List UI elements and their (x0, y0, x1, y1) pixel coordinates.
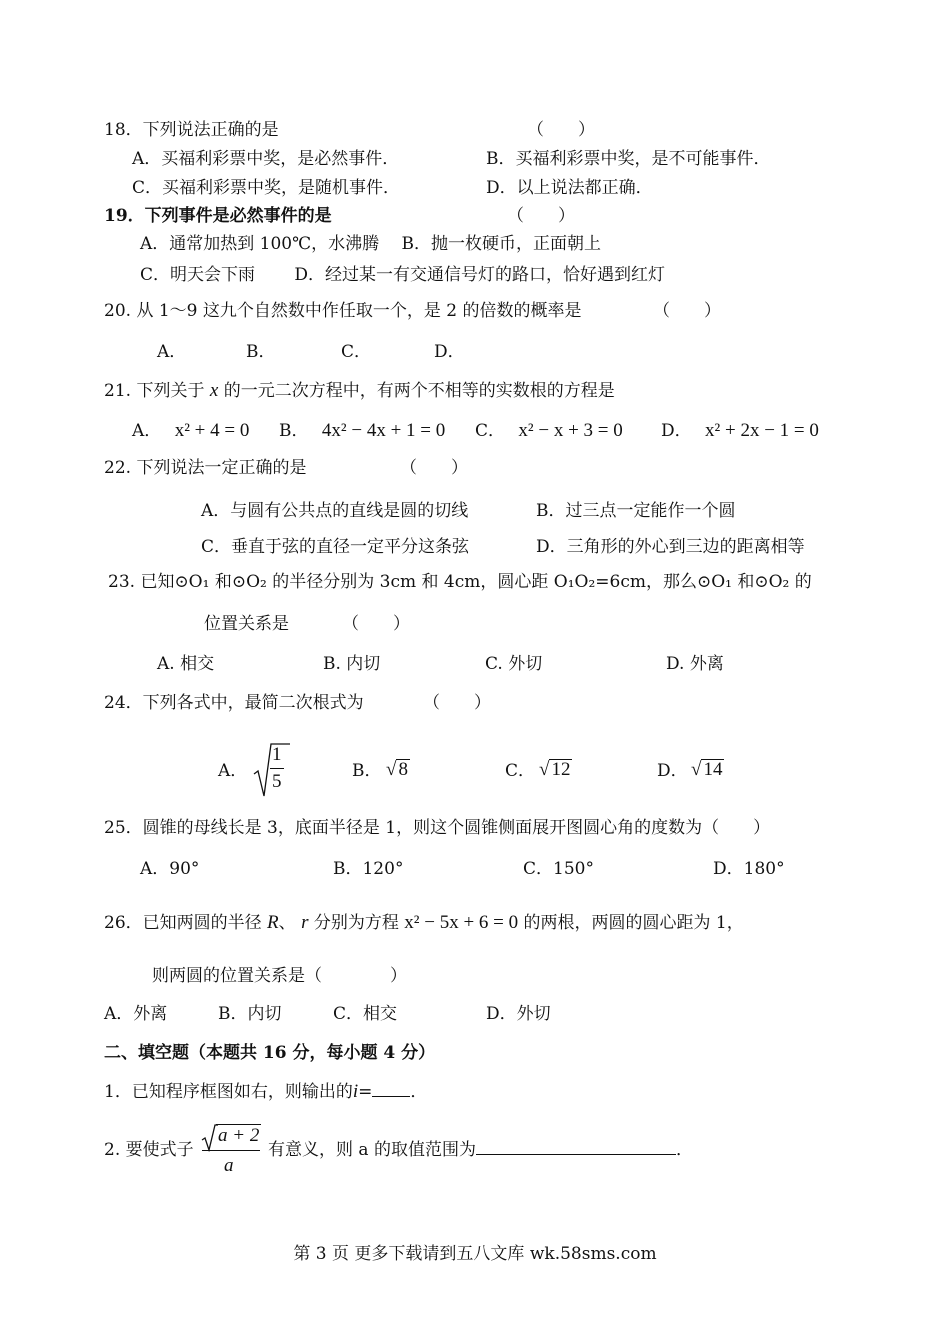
q26-option-c: C．相交 (333, 1004, 398, 1024)
q24-option-c-radicand: 12 (551, 759, 571, 780)
q22-option-b: B．过三点一定能作一个圆 (536, 501, 736, 521)
q21-option-d-label: D． (661, 421, 692, 441)
page-footer: 第 3 页 更多下载请到五八文库 wk.58sms.com (293, 1244, 657, 1264)
sqrt-sign-icon: √ (691, 759, 702, 780)
q24-option-c-radical (539, 759, 572, 781)
q23-option-d: D. 外离 (666, 654, 724, 674)
q19-stem: 19．下列事件是必然事件的是 (104, 206, 332, 226)
q26-separator: 、 (278, 913, 296, 933)
q26-stem (104, 912, 744, 934)
q23-answer-paren: （ ） (342, 614, 410, 634)
q26-option-b: B．内切 (218, 1004, 282, 1024)
q21-stem-end: 的一元二次方程中，有两个不相等的实数根的方程是 (223, 381, 615, 401)
sqrt-sign-icon: √ (539, 759, 550, 780)
q18-option-b: B．买福利彩票中奖，是不可能事件． (486, 149, 771, 169)
q20-option-c: C． (341, 342, 372, 362)
fill-q2-period: ． (675, 1140, 693, 1160)
q25-option-c: C．150° (523, 859, 594, 879)
fill-q2-text-end (268, 1139, 693, 1161)
q22-option-d: D．三角形的外心到三边的距离相等 (536, 537, 805, 557)
q19-options-ab: A．通常加热到 100℃，水沸腾 B．抛一枚硬币，正面朝上 (140, 234, 602, 254)
q21-option-c (475, 420, 623, 442)
q24-option-a-numerator: 1 (270, 742, 284, 769)
q21-variable: x (209, 380, 219, 401)
fill-q2-condition: 有意义，则 a 的取值范围为 (268, 1140, 476, 1160)
fill-q2-text: 2. 要使式子 (104, 1140, 194, 1160)
q20-option-b: B． (246, 342, 276, 362)
q21-option-c-label: C． (475, 421, 506, 441)
q24-option-c-label: C． (505, 761, 536, 781)
q22-option-c: C．垂直于弦的直径一定平分这条弦 (201, 537, 470, 557)
q21-equation-c: x² − x + 3 = 0 (518, 420, 623, 441)
q25-option-a: A．90° (140, 859, 200, 879)
fill-q2-answer-blank (476, 1154, 676, 1155)
q26-option-d: D．外切 (486, 1004, 551, 1024)
q21-equation-d: x² + 2x − 1 = 0 (705, 420, 819, 441)
q21-equation-a: x² + 4 = 0 (174, 420, 250, 441)
q24-option-b-label: B． (352, 761, 382, 781)
q26-option-a: A．外离 (104, 1004, 168, 1024)
q21-option-b (279, 420, 445, 442)
q26-stem-start: 26．已知两圆的半径 (104, 913, 262, 933)
q23-stem-continued: 位置关系是 (204, 614, 289, 634)
q22-stem: 22. 下列说法一定正确的是 (104, 458, 307, 478)
q20-option-d: D． (434, 342, 465, 362)
q23-stem: 23. 已知⊙O₁ 和⊙O₂ 的半径分别为 3cm 和 4cm，圆心距 O₁O₂=6cm，那么⊙O₁ 和⊙O₂ 的 (108, 572, 812, 592)
q21-option-d (661, 420, 819, 442)
q26-variable-r: r (301, 912, 309, 933)
q19-options-cd: C．明天会下雨 D．经过某一有交通信号灯的路口，恰好遇到红灯 (140, 265, 666, 285)
q22-option-a: A．与圆有公共点的直线是圆的切线 (201, 501, 469, 521)
q19-answer-paren: （ ） (507, 206, 575, 226)
q21-stem-start: 21. 下列关于 (104, 381, 205, 401)
q18-option-c: C．买福利彩票中奖，是随机事件． (132, 178, 401, 198)
q25-option-d: D．180° (713, 859, 785, 879)
sqrt-sign-icon: √ (386, 759, 397, 780)
fill-q1 (104, 1081, 427, 1103)
q22-answer-paren: （ ） (400, 458, 468, 478)
q24-option-b-radical (386, 759, 410, 781)
q26-equation: x² − 5x + 6 = 0 (404, 912, 519, 933)
q24-option-b-radicand: 8 (398, 759, 408, 780)
fill-q2-numerator: a + 2 (218, 1125, 260, 1146)
fill-q2-denominator: a (224, 1155, 234, 1176)
q20-option-a: A． (157, 342, 187, 362)
q24-option-d-radical (691, 759, 724, 781)
q21-option-a-label: A． (132, 421, 162, 441)
q18-answer-paren: （ ） (527, 120, 595, 140)
q18-stem: 18．下列说法正确的是 (104, 120, 279, 140)
section-heading-fill-in: 二、填空题（本题共 16 分，每小题 4 分） (104, 1043, 436, 1063)
q24-option-a-label: A． (218, 761, 248, 781)
fill-q1-equals: = (358, 1082, 373, 1102)
fill-q1-answer-blank (372, 1096, 410, 1097)
q21-option-b-label: B． (279, 421, 309, 441)
q23-option-b: B. 内切 (323, 654, 381, 674)
q26-variable-R: R (267, 912, 279, 933)
q26-stem-middle: 分别为方程 (313, 913, 399, 933)
q23-option-a: A. 相交 (157, 654, 215, 674)
q25-option-b: B．120° (333, 859, 404, 879)
q18-option-a: A．买福利彩票中奖，是必然事件． (132, 149, 400, 169)
q24-option-d-label: D． (657, 761, 688, 781)
q24-answer-paren: （ ） (423, 693, 491, 713)
q23-option-c: C. 外切 (485, 654, 543, 674)
q20-answer-paren: （ ） (653, 301, 721, 321)
q24-stem: 24．下列各式中，最简二次根式为 (104, 693, 364, 713)
q18-option-d: D．以上说法都正确． (486, 178, 653, 198)
q21-stem (104, 380, 615, 402)
q21-option-a (132, 420, 249, 442)
q24-option-a-denominator: 5 (272, 771, 282, 792)
q24-option-d-radicand: 14 (703, 759, 723, 780)
fraction-bar (202, 1150, 260, 1151)
fill-q1-text: 1．已知程序框图如右，则输出的 (104, 1082, 353, 1102)
q25-stem: 25．圆锥的母线长是 3，底面半径是 1，则这个圆锥侧面展开图圆心角的度数为（ ） (104, 818, 771, 838)
q21-equation-b: 4x² − 4x + 1 = 0 (321, 420, 446, 441)
fill-q1-variable: i (352, 1081, 359, 1102)
q20-stem: 20. 从 1～9 这九个自然数中作任取一个，是 2 的倍数的概率是 (104, 301, 582, 321)
fill-q1-period: ． (410, 1082, 428, 1102)
q26-stem-end: 的两根，两圆的圆心距为 1， (523, 913, 744, 933)
q26-stem-line2: 则两圆的位置关系是（ ） (152, 966, 407, 986)
